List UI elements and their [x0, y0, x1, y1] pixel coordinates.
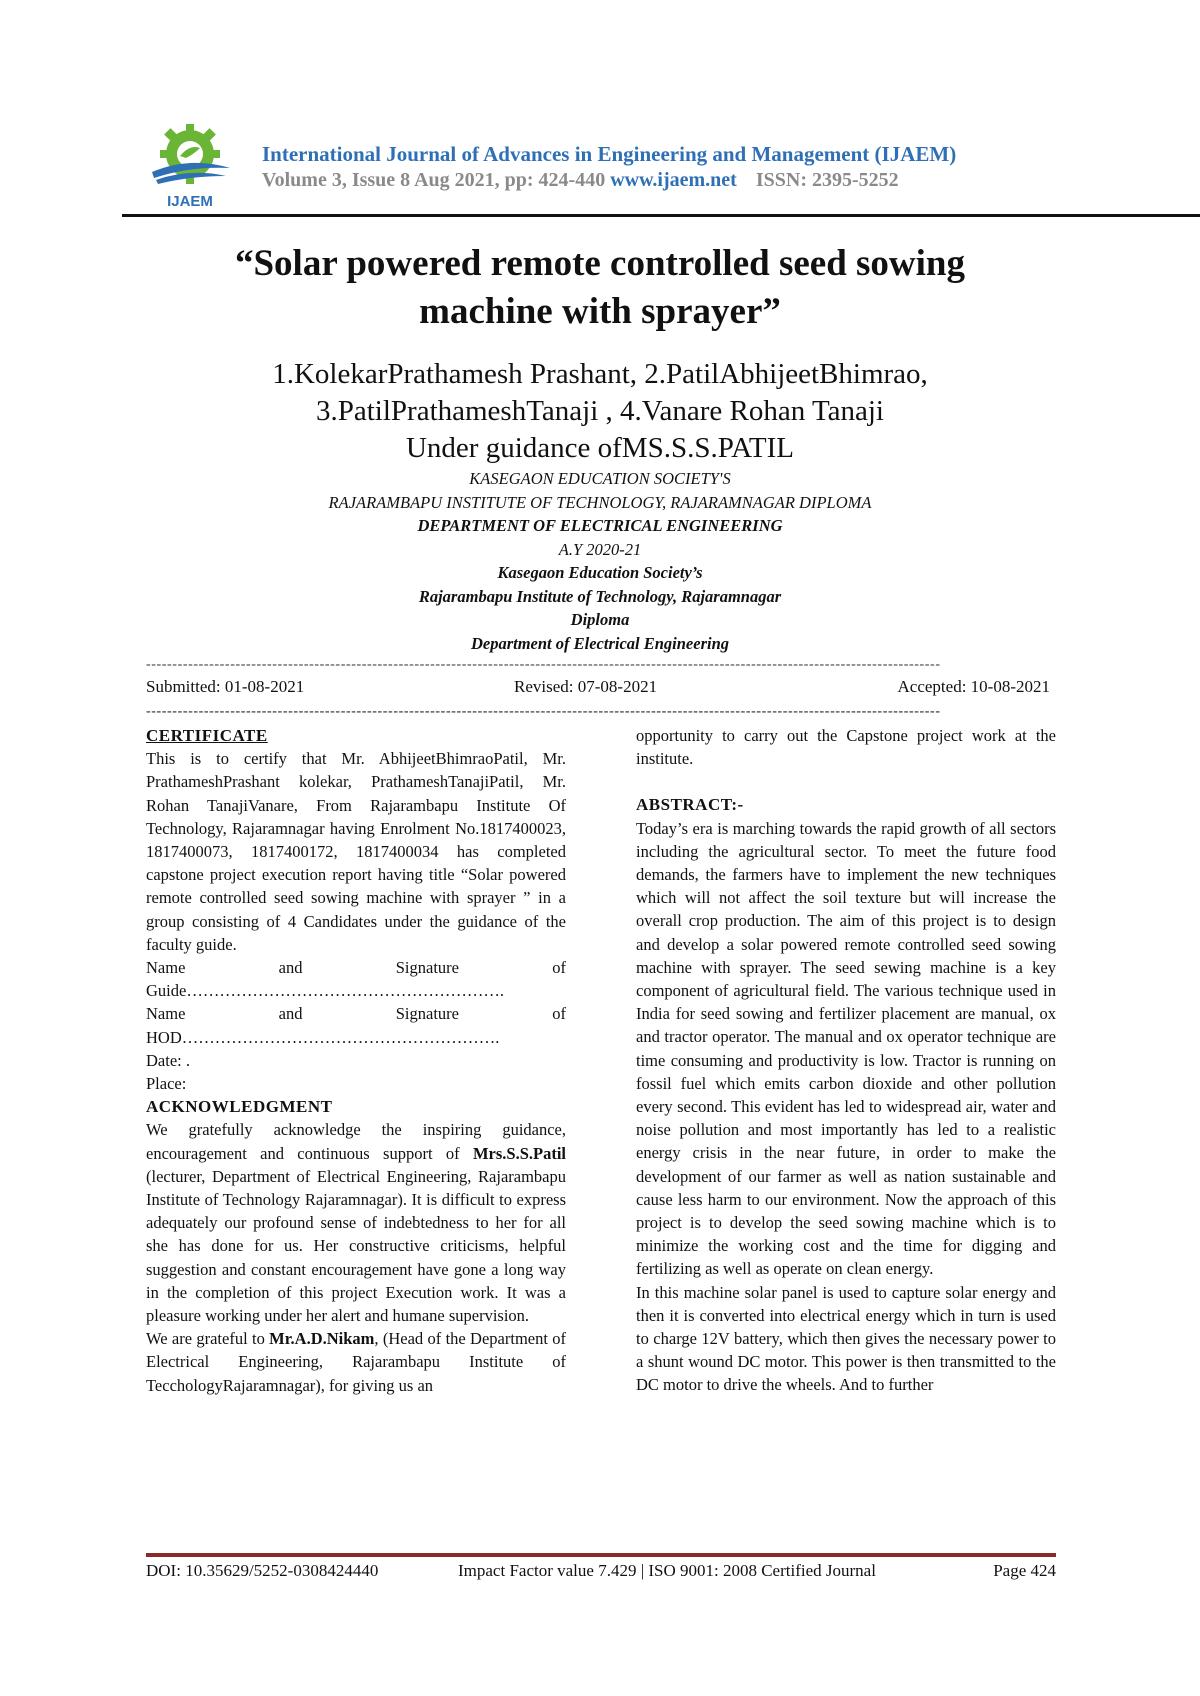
authors-line-1: 1.KolekarPrathamesh Prashant, 2.PatilAbhijeetBhimrao, — [272, 358, 928, 390]
journal-name: International Journal of Advances in Engineering and Management (IJAEM) — [262, 142, 957, 166]
paper-title — [120, 240, 1080, 336]
volume-line — [262, 169, 899, 192]
ack-p2-text-b: , (Head of the Department of Electrical Engineering, Rajarambapu Institute of TecchologyRajaramnagar), for giving us an — [146, 1329, 566, 1395]
revised-date: Revised: 07-08-2021 — [514, 677, 658, 696]
accepted-date: Accepted: 10-08-2021 — [897, 677, 1050, 696]
certificate-text: This is to certify that Mr. AbhijeetBhimraoPatil, Mr. PrathameshPrashant kolekar, PrathameshTanajiPatil, Mr. Rohan TanajiVanare, From Rajarambapu Institute Of Technology, Rajaramnagar having Enrolment No.1817400023, 1817400073, 1817400172, 1817400034 has completed capstone project execution report having title “Solar powered remote controlled seed sowing machine with sprayer ” in a group consisting of 4 Candidates under the guidance of the faculty guide. — [146, 749, 566, 954]
left-column — [146, 724, 566, 1397]
affil-institute: RAJARAMBAPU INSTITUTE OF TECHNOLOGY, RAJARAMNAGAR DIPLOMA — [328, 492, 872, 512]
acknowledgment-paragraph-1 — [146, 1118, 566, 1327]
logo-text: IJAEM — [167, 193, 213, 210]
acknowledgment-continued: opportunity to carry out the Capstone project work at the institute. — [636, 726, 1056, 769]
hod-signature-line: Name and Signature of HOD…………………………………………………. — [146, 1004, 566, 1047]
ack-p2-text-a: We are grateful to — [146, 1329, 270, 1349]
right-column — [636, 724, 1056, 1397]
affil-diploma: Diploma — [570, 610, 630, 629]
journal-website-link[interactable]: www.ijaem.net — [610, 169, 737, 191]
affil-society: KASEGAON EDUCATION SOCIETY'S — [469, 469, 731, 488]
ack-p1-text-b: (lecturer, Department of Electrical Engineering, Rajarambapu Institute of Technology Rajaramnagar). It is difficult to express adequately our profound sense of indebtedness to her for all she has done for us. Her constructive criticisms, helpful suggestion and constant encouragement have gone a long way in the completion of this project Execution work. It was a pleasure working under her alert and humane supervision. — [146, 1166, 566, 1326]
abstract-heading: ABSTRACT:- — [636, 795, 744, 815]
acknowledgment-heading: ACKNOWLEDGMENT — [146, 1097, 333, 1117]
guidance-line: Under guidance ofMS.S.S.PATIL — [405, 432, 794, 464]
affil-society-2: Kasegaon Education Society’s — [497, 563, 703, 582]
header-rule — [122, 214, 1200, 217]
affil-department-2: Department of Electrical Engineering — [470, 633, 730, 653]
page-number: Page 424 — [993, 1561, 1056, 1580]
journal-header — [140, 118, 1200, 210]
doi-link[interactable]: DOI: 10.35629/5252-0308424440 — [146, 1561, 379, 1580]
affil-year: A.Y 2020-21 — [558, 539, 642, 559]
ijaem-logo — [144, 118, 236, 210]
submitted-date: Submitted: 01-08-2021 — [146, 677, 305, 696]
title-line-2: machine with sprayer” — [419, 291, 781, 332]
issn: ISSN: 2395-5252 — [755, 169, 899, 191]
guide-name: Mrs.S.S.Patil — [472, 1143, 566, 1163]
abstract-paragraph-2: In this machine solar panel is used to capture solar energy and then it is converted into electrical energy which in turn is used to charge 12V battery, which then gives the necessary power to a shunt wound DC motor. This power is then transmitted to the DC motor to drive the wheels. And to further — [636, 1282, 1056, 1395]
affiliation-block — [120, 467, 1080, 655]
ack-p1-text-a: We gratefully acknowledge the inspiring guidance, encouragement and continuous support of — [146, 1120, 566, 1163]
date-line: Date: . — [146, 1050, 190, 1070]
acknowledgment-paragraph-2 — [146, 1327, 566, 1397]
abstract-paragraph-1: Today’s era is marching towards the rapid growth of all sectors including the agricultural sector. To meet the future food demands, the farmers have to implement the new techniques which will not affect the soil texture but will increase the overall crop production. The aim of this project is to design and develop a solar powered remote controlled seed sowing machine with sprayer. The seed sewing machine is a key component of agricultural field. The various technique used in India for seed sowing and fertilizer placement are manual, ox and tractor operator. The manual and ox operator technique are time consuming and productivity is low. Tractor is running on fossil fuel which emits carbon dioxide and other pollution every second. This evident has led to widespread air, water and noise pollution and most importantly has led to a realistic energy crisis in the near future, in order to make the development of our farmer as well as nation sustainable and cause less harm to our environment. Now the approach of this project is to develop the seed sowing machine which is to minimize the working cost and the time for digging and fertilizing as well as operate on clean energy. — [636, 818, 1056, 1279]
hod-name: Mr.A.D.Nikam — [269, 1329, 375, 1349]
place-line: Place: — [146, 1074, 187, 1094]
volume-text: Volume 3, Issue 8 Aug 2021, pp: 424-440 — [262, 169, 606, 191]
dashed-divider-bottom: ------------------------------------------------------------------------------------------------------------------------------------------------------- — [146, 707, 941, 719]
dashed-divider-top: ------------------------------------------------------------------------------------------------------------------------------------------------------- — [146, 660, 941, 672]
affil-department: DEPARTMENT OF ELECTRICAL ENGINEERING — [417, 516, 783, 535]
certificate-heading: CERTIFICATE — [146, 726, 268, 745]
guide-signature-line: Name and Signature of Guide…………………………………………………. — [146, 958, 566, 1001]
footer-rule — [146, 1553, 1056, 1557]
authors-line-2: 3.PatilPrathameshTanaji , 4.Vanare Rohan Tanaji — [315, 395, 884, 427]
impact-factor: Impact Factor value 7.429 | ISO 9001: 2008 Certified Journal — [458, 1561, 876, 1580]
affil-institute-2: Rajarambapu Institute of Technology, Rajaramnagar — [418, 586, 782, 606]
author-list — [120, 356, 1080, 467]
title-line-1: “Solar powered remote controlled seed sowing — [234, 243, 965, 284]
